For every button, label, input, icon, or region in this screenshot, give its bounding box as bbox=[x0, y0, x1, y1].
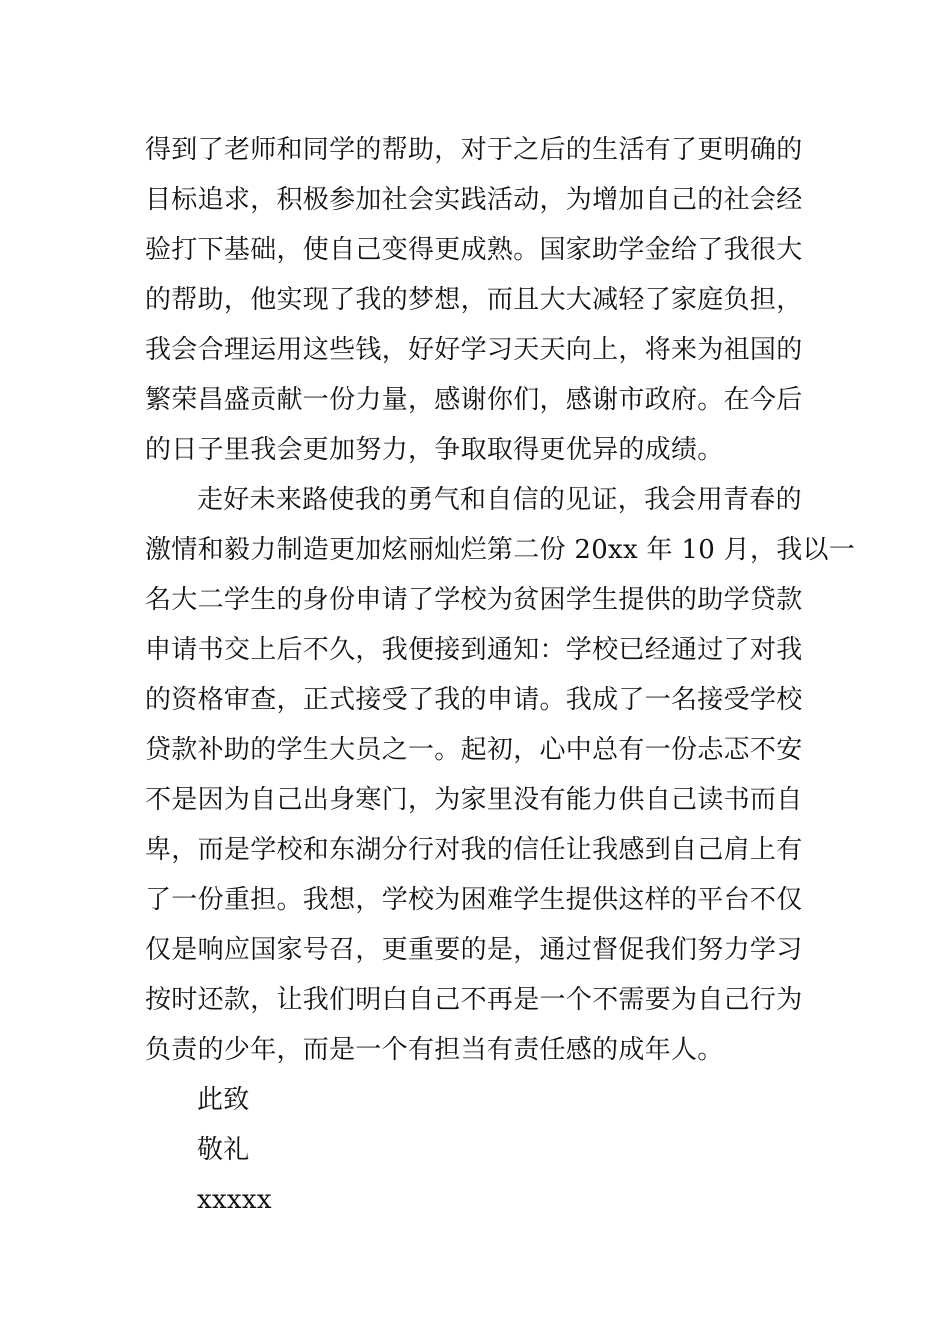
paragraph-2-line-3: 名大二学生的身份申请了学校为贫困学生提供的助学贷款 bbox=[145, 585, 803, 615]
paragraph-1-line-7: 的日子里我会更加努力，争取取得更优异的成绩。 bbox=[145, 435, 724, 465]
paragraph-2-line-6: 贷款补助的学生大员之一。起初，心中总有一份忐忑不安 bbox=[145, 735, 803, 765]
paragraph-1-line-1: 得到了老师和同学的帮助，对于之后的生活有了更明确的 bbox=[145, 135, 803, 165]
paragraph-2-line-5: 的资格审查，正式接受了我的申请。我成了一名接受学校 bbox=[145, 685, 803, 715]
paragraph-1-line-5: 我会合理运用这些钱，好好学习天天向上，将来为祖国的 bbox=[145, 335, 803, 365]
paragraph-1-line-6: 繁荣昌盛贡献一份力量，感谢你们，感谢市政府。在今后 bbox=[145, 385, 803, 415]
paragraph-2-line-12: 负责的少年，而是一个有担当有责任感的成年人。 bbox=[145, 1035, 724, 1065]
paragraph-2-line-7: 不是因为自己出身寒门，为家里没有能力供自己读书而自 bbox=[145, 785, 803, 815]
paragraph-2-line-1: 走好未来路使我的勇气和自信的见证，我会用青春的 bbox=[197, 485, 802, 515]
closing-regards: 敬礼 bbox=[197, 1135, 250, 1165]
closing-signature: xxxxx bbox=[197, 1185, 272, 1215]
paragraph-2-line-11: 按时还款，让我们明白自己不再是一个不需要为自己行为 bbox=[145, 985, 803, 1015]
paragraph-2-line-4: 申请书交上后不久，我便接到通知：学校已经通过了对我 bbox=[145, 635, 803, 665]
closing-salutation: 此致 bbox=[197, 1085, 250, 1115]
paragraph-2-line-10: 仅是响应国家号召，更重要的是，通过督促我们努力学习 bbox=[145, 935, 803, 965]
paragraph-1-line-4: 的帮助，他实现了我的梦想，而且大大减轻了家庭负担， bbox=[145, 285, 803, 315]
paragraph-1-line-3: 验打下基础，使自己变得更成熟。国家助学金给了我很大 bbox=[145, 235, 803, 265]
paragraph-2-line-8: 卑，而是学校和东湖分行对我的信任让我感到自己肩上有 bbox=[145, 835, 803, 865]
paragraph-2-line-2: 激情和毅力制造更加炫丽灿烂第二份 20xx 年 10 月，我以一 bbox=[145, 535, 856, 565]
paragraph-2-line-9: 了一份重担。我想，学校为困难学生提供这样的平台不仅 bbox=[145, 885, 803, 915]
paragraph-1-line-2: 目标追求，积极参加社会实践活动，为增加自己的社会经 bbox=[145, 185, 803, 215]
